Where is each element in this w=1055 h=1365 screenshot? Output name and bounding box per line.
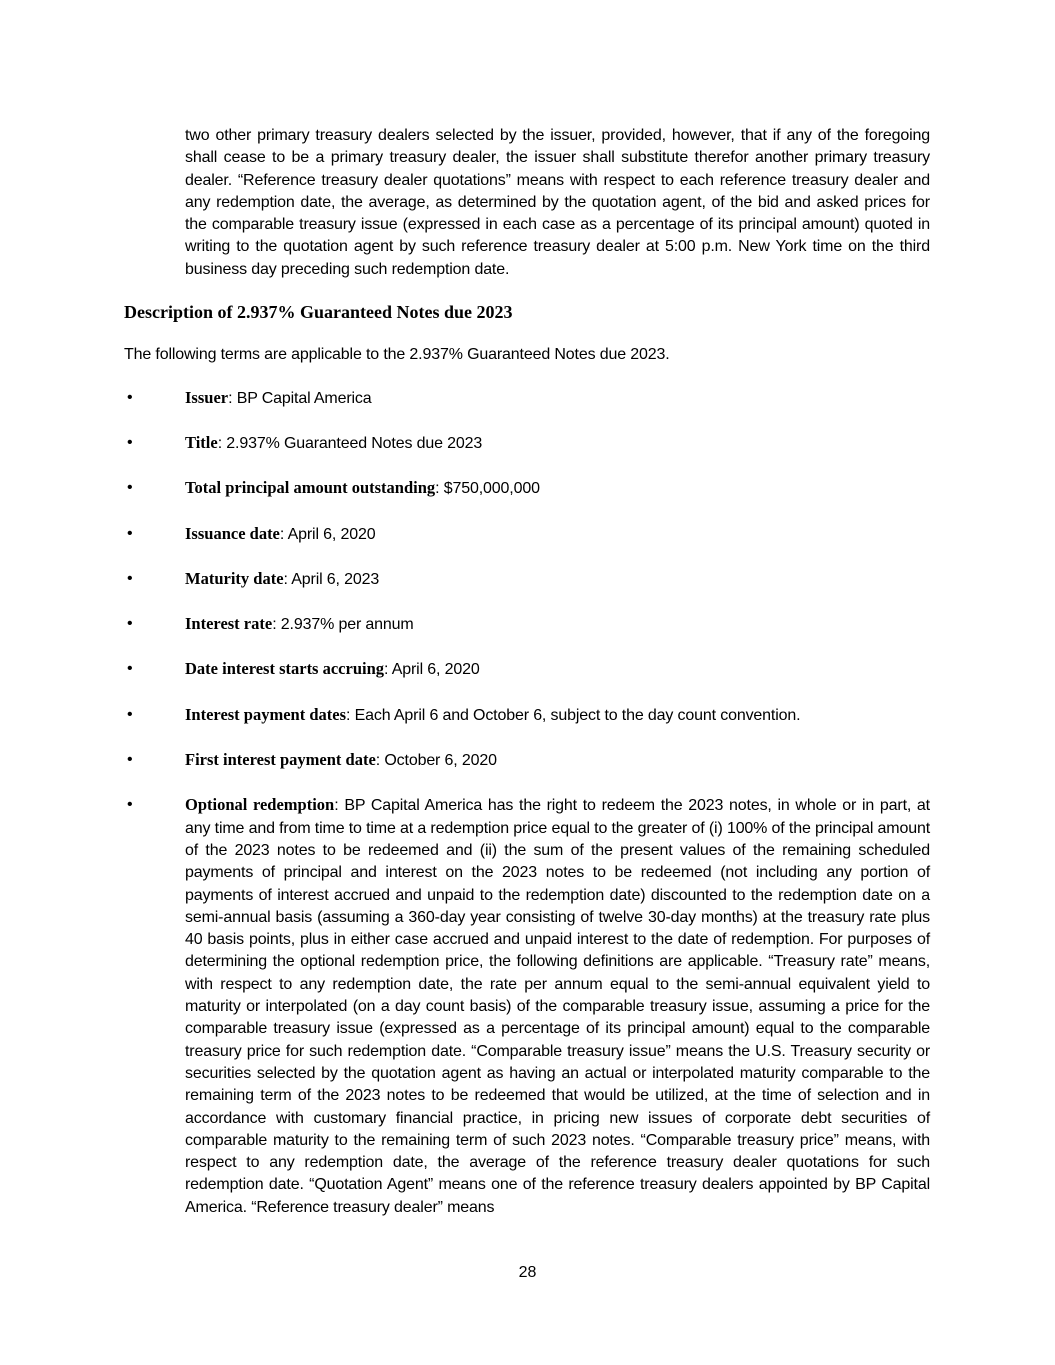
term-separator: : [435,480,444,498]
bullet-icon: • [127,615,133,633]
bullet-icon: • [127,388,133,406]
term-value: 2.937% per annum [280,616,414,634]
term-list-item [124,432,930,455]
term-separator: : [228,389,237,407]
term-value: BP Capital America has the right to redeem the 2023 notes, in whole or in part, at any time and from time to time at a redemption price equal to the greater of (i) 100% of the principal amount of the 2023 notes to be redeemed and (ii) the sum of the present values of the remaining scheduled payments of principal and interest on the 2023 notes to be redeemed (not including any portion of payments of interest accrued and unpaid to the redemption date) discounted to the redemption date on a semi-annual basis (assuming a 360-day year consisting of twelve 30-day months) at the treasury rate plus 40 basis points, plus in either case accrued and unpaid interest to the date of redemption. For purposes of determining the optional redemption price, the following definitions are applicable. “Treasury rate” means, with respect to any redemption date, the rate per annum equal to the semi-annual equivalent yield to maturity or interpolated (on a day count basis) of the comparable treasury issue, assuming a price for the comparable treasury issue (expressed as a percentage of its principal amount) equal to the comparable treasury price for such redemption date. “Comparable treasury issue” means the U.S. Treasury security or securities selected by the quotation agent as having an actual or interpolated maturity comparable to the remaining term of the 2023 notes to be redeemed that would be utilized, at the time of selection and in accordance with customary financial practice, in pricing new issues of corporate debt securities of comparable maturity to the remaining term of such 2023 notes. “Comparable treasury price” means, with respect to any redemption date, the average of the reference treasury dealer quotations for such redemption date. “Quotation Agent” means one of the reference treasury dealers appointed by BP Capital America. “Reference treasury dealer” means [185,797,930,1216]
term-value: October 6, 2020 [384,752,497,770]
term-label: Issuer [185,387,229,407]
term-label: First interest payment date [185,750,376,770]
term-list-item [124,477,930,500]
term-value: $750,000,000 [443,480,540,498]
term-value: 2.937% Guaranteed Notes due 2023 [226,434,483,452]
term-value: April 6, 2023 [291,570,380,588]
term-text [185,432,930,455]
term-text [185,749,930,772]
bullet-icon: • [127,705,133,723]
intro-paragraph: The following terms are applicable to the 2.937% Guaranteed Notes due 2023. [124,346,670,364]
term-text [185,477,930,500]
term-value: April 6, 2020 [287,525,376,543]
term-text [185,613,930,636]
bullet-icon: • [127,433,133,451]
term-label: Interest payment dates [185,704,347,724]
term-separator: : [375,752,385,770]
term-list-item [124,613,930,636]
term-label: Date interest starts accruing [185,659,385,679]
terms-list [124,387,930,1219]
term-list-item [124,568,930,591]
term-list-item [124,749,930,772]
term-label: Issuance date [185,523,280,543]
bullet-icon: • [127,751,133,769]
term-label: Interest rate [185,614,273,634]
term-separator: : [346,706,355,724]
term-separator: : [334,797,345,815]
bullet-icon: • [127,796,133,814]
term-separator: : [283,570,292,588]
bullet-icon: • [127,660,133,678]
term-separator: : [217,434,227,452]
term-list-item [124,387,930,410]
term-text [185,387,930,410]
term-list-item [124,704,930,727]
term-list-item [124,523,930,546]
bullet-icon: • [127,524,133,542]
term-list-item [124,658,930,681]
term-separator: : [272,616,281,634]
term-label: Total principal amount outstanding [185,478,436,498]
term-separator: : [384,661,392,679]
term-text [185,704,930,727]
term-value: April 6, 2020 [391,661,480,679]
page-number: 28 [518,1264,537,1281]
term-value: Each April 6 and October 6, subject to the day count convention. [354,706,801,724]
term-list-item [124,794,930,1219]
term-label: Title [185,432,218,452]
term-text [185,523,930,546]
continuation-paragraph: two other primary treasury dealers selected by the issuer, provided, however, that if any of the foregoing shall cease to be a primary treasury dealer, the issuer shall substitute therefor another primary treasury dealer. “Reference treasury dealer quotations” means with respect to each reference treasury dealer and any redemption date, the average, as determined by the quotation agent, of the bid and asked prices for the comparable treasury issue (expressed in each case as a percentage of its principal amount) quoted in writing to the quotation agent by such reference treasury dealer at 5:00 p.m. New York time on the third business day preceding such redemption date. [185,127,930,278]
term-label: Optional redemption [185,795,335,815]
bullet-icon: • [127,479,133,497]
term-separator: : [279,525,288,543]
term-value: BP Capital America [236,389,372,407]
term-label: Maturity date [185,568,284,588]
section-heading: Description of 2.937% Guaranteed Notes due 2023 [124,302,513,323]
term-text [185,658,930,681]
term-text [185,794,930,1219]
bullet-icon: • [127,569,133,587]
term-text [185,568,930,591]
